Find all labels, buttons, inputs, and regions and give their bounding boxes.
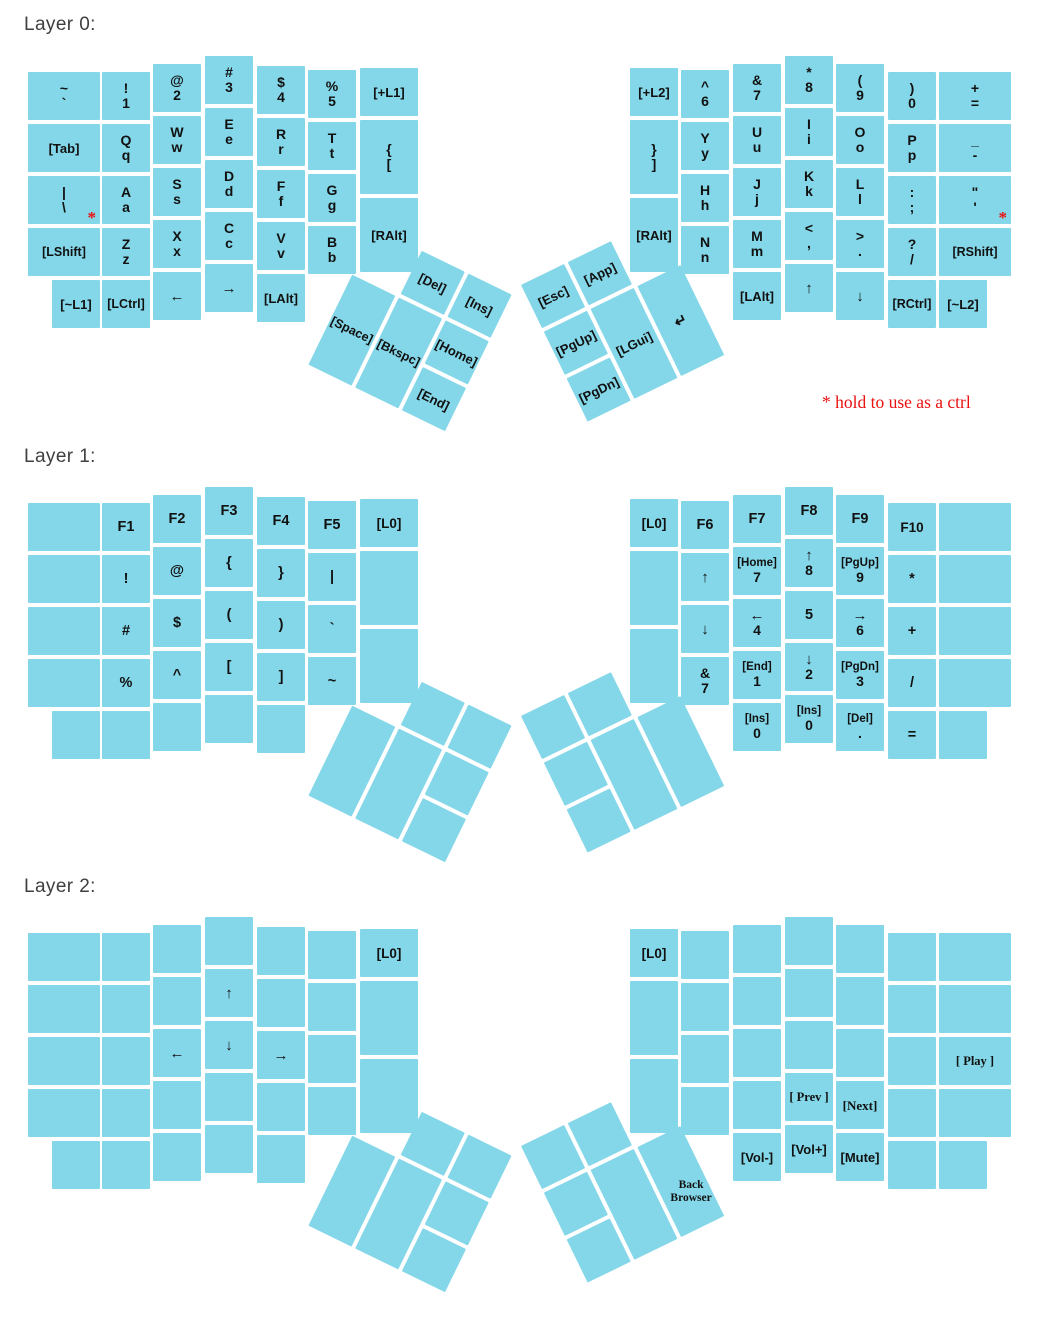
key-sym-21: !	[102, 555, 150, 603]
key-blank	[939, 933, 1011, 981]
key-2: @ 2	[153, 64, 201, 112]
key-f-f: F f	[257, 170, 305, 218]
key-f4: F4	[257, 497, 305, 545]
key-rctrl: [RCtrl]	[888, 280, 936, 328]
key-blank	[785, 969, 833, 1017]
key-sym-5d: ]	[257, 653, 305, 701]
key-sym-25: %	[102, 659, 150, 707]
key-~: ~ `	[28, 72, 100, 120]
key-e-e: E e	[205, 108, 253, 156]
key-arrow-down: ↓	[836, 272, 884, 320]
key-sym-3d: =	[888, 711, 936, 759]
key-blank	[733, 1081, 781, 1129]
key-f8: F8	[785, 487, 833, 535]
key-m-m: M m	[733, 220, 781, 268]
key-v-v: V v	[257, 222, 305, 270]
key-f10: F10	[888, 503, 936, 551]
key-+l1: [+L1]	[360, 68, 418, 116]
key-x-x: X x	[153, 220, 201, 268]
key-sym-3c: < ,	[785, 212, 833, 260]
key-~l1: [~L1]	[52, 280, 100, 328]
key-sym-22: " ' *	[939, 176, 1011, 224]
key-arrow-left: ←	[153, 1029, 201, 1077]
layer-1-title: Layer 1:	[24, 446, 96, 467]
key-esc: [Esc]	[521, 264, 585, 328]
key-blank	[733, 1029, 781, 1077]
key-blank	[888, 985, 936, 1033]
key-arrow-up: ↑	[785, 264, 833, 312]
key-k-k: K k	[785, 160, 833, 208]
key-ins-0: [Ins] 0	[733, 703, 781, 751]
key-blank	[733, 925, 781, 973]
key-u-u: U u	[733, 116, 781, 164]
key-+: +	[888, 607, 936, 655]
key-del: [Del] .	[836, 703, 884, 751]
key-7: & 7	[733, 64, 781, 112]
key-arrow-down: ↓	[681, 605, 729, 653]
key-lgui: [LGui]	[591, 288, 678, 399]
key-lctrl: [LCtrl]	[102, 280, 150, 328]
key-blank	[681, 931, 729, 979]
key-blank	[888, 1037, 936, 1085]
key-l0: [L0]	[360, 499, 418, 547]
key-blank	[630, 981, 678, 1055]
key-3: # 3	[205, 56, 253, 104]
key-sym-5f: _ -	[939, 124, 1011, 172]
key-blank	[785, 1021, 833, 1069]
key-b-b: B b	[308, 226, 356, 274]
key-ralt: [RAlt]	[630, 198, 678, 272]
key-g-g: G g	[308, 174, 356, 222]
key-l0: [L0]	[630, 499, 678, 547]
key-sym-5b: [	[205, 643, 253, 691]
key-blank	[836, 1029, 884, 1077]
key-end: [End]	[402, 367, 466, 431]
key-arrow-up: ↑	[205, 969, 253, 1017]
key-lalt: [LAlt]	[257, 274, 305, 322]
key-s-s: S s	[153, 168, 201, 216]
key-4: $ 4	[257, 66, 305, 114]
key-r-r: R r	[257, 118, 305, 166]
key-enter: ↵	[637, 265, 724, 376]
key-sym-7b: {	[205, 539, 253, 587]
key-n-n: N n	[681, 226, 729, 274]
key-sym-28: (	[205, 591, 253, 639]
key-sym-23: #	[102, 607, 150, 655]
layer-2-title: Layer 2:	[24, 876, 96, 897]
key-5: 5	[785, 591, 833, 639]
key-o-o: O o	[836, 116, 884, 164]
key-z-z: Z z	[102, 228, 150, 276]
key-blank	[836, 977, 884, 1025]
key-app: [App]	[568, 241, 632, 305]
key-f7: F7	[733, 495, 781, 543]
key-arrow-left: ←	[153, 272, 201, 320]
key-end-1: [End] 1	[733, 651, 781, 699]
key-sym-7d: } ]	[630, 120, 678, 194]
key-bkspc: [Bkspc]	[355, 298, 442, 409]
key-arrow-up-8: ↑ 8	[785, 539, 833, 587]
key-home: [Home]	[425, 320, 489, 384]
key-blank	[888, 1089, 936, 1137]
key-0: ) 0	[888, 72, 936, 120]
key-t-t: T t	[308, 122, 356, 170]
key-del: [Del]	[401, 251, 465, 315]
key-tab: [Tab]	[28, 124, 100, 172]
key-blank	[681, 983, 729, 1031]
key-space: [Space]	[308, 275, 395, 386]
key-blank	[939, 985, 1011, 1033]
key-play: [ Play ]	[939, 1037, 1011, 1085]
key-+l2: [+L2]	[630, 68, 678, 116]
key-vol+: [Vol+]	[785, 1125, 833, 1173]
key-pgup: [PgUp]	[544, 311, 608, 375]
key-i-i: I i	[785, 108, 833, 156]
layer-0-title: Layer 0:	[24, 14, 96, 35]
key-ins: [Ins]	[447, 274, 511, 338]
key-sym-3e: > .	[836, 220, 884, 268]
key-blank	[681, 1087, 729, 1135]
key-pgdn: [PgDn]	[567, 357, 631, 421]
ctrl-hold-note: * hold to use as a ctrl	[822, 392, 971, 412]
key-blank	[888, 933, 936, 981]
key-blank	[733, 977, 781, 1025]
key-blank	[939, 1141, 987, 1189]
key-~l2: [~L2]	[939, 280, 987, 328]
key-blank	[836, 925, 884, 973]
key-arrow-right: →	[257, 1031, 305, 1079]
key-d-d: D d	[205, 160, 253, 208]
key-f3: F3	[205, 487, 253, 535]
key-l0: [L0]	[360, 929, 418, 977]
key-sym-2f: /	[888, 659, 936, 707]
key-sym-3a: : ;	[888, 176, 936, 224]
key-ralt: [RAlt]	[360, 198, 418, 272]
key-sym-3f: ? /	[888, 228, 936, 276]
key-arrow-down: ↓	[205, 1021, 253, 1069]
key-next: [Next]	[836, 1081, 884, 1129]
key-blank	[785, 917, 833, 965]
key-mute: [Mute]	[836, 1133, 884, 1181]
key-arrow-right: →	[205, 264, 253, 312]
key-lalt: [LAlt]	[733, 272, 781, 320]
key-lshift: [LShift]	[28, 228, 100, 276]
key-+: + =	[939, 72, 1011, 120]
key-j-j: J j	[733, 168, 781, 216]
key-blank	[681, 1035, 729, 1083]
key-f1: F1	[102, 503, 150, 551]
key-arrow-left-4: ← 4	[733, 599, 781, 647]
key-prev: [ Prev ]	[785, 1073, 833, 1121]
key-pgup-9: [PgUp] 9	[836, 547, 884, 595]
key-sym-2a: *	[888, 555, 936, 603]
key-~: ~	[308, 657, 356, 705]
hold-ctrl-asterisk: *	[87, 208, 96, 227]
key-p-p: P p	[888, 124, 936, 172]
key-f5: F5	[308, 501, 356, 549]
key-h-h: H h	[681, 174, 729, 222]
key-sym-60: `	[308, 605, 356, 653]
key-f2: F2	[153, 495, 201, 543]
key-1: ! 1	[102, 72, 150, 120]
key-y-y: Y y	[681, 122, 729, 170]
key-w-w: W w	[153, 116, 201, 164]
key-sym-7d: }	[257, 549, 305, 597]
key-arrow-up: ↑	[681, 553, 729, 601]
key-blank	[939, 1089, 1011, 1137]
key-sym-5e: ^	[153, 651, 201, 699]
key-f6: F6	[681, 501, 729, 549]
key-arrow-down-2: ↓ 2	[785, 643, 833, 691]
key-ins-0: [Ins] 0	[785, 695, 833, 743]
key-blank	[888, 1141, 936, 1189]
key-8: * 8	[785, 56, 833, 104]
key-9: ( 9	[836, 64, 884, 112]
key-sym-40: @	[153, 547, 201, 595]
key-sym-29: )	[257, 601, 305, 649]
key-7: & 7	[681, 657, 729, 705]
key-sym-7c: | \ *	[28, 176, 100, 224]
key-6: ^ 6	[681, 70, 729, 118]
key-home-7: [Home] 7	[733, 547, 781, 595]
key-vol: [Vol-]	[733, 1133, 781, 1181]
key-rshift: [RShift]	[939, 228, 1011, 276]
key-arrow-right-6: → 6	[836, 599, 884, 647]
key-l-l: L l	[836, 168, 884, 216]
key-l0: [L0]	[630, 929, 678, 977]
key-sym-24: $	[153, 599, 201, 647]
key-back-browser: Back Browser	[637, 1126, 724, 1237]
key-f9: F9	[836, 495, 884, 543]
key-a-a: A a	[102, 176, 150, 224]
key-pgdn-3: [PgDn] 3	[836, 651, 884, 699]
hold-ctrl-asterisk: *	[998, 208, 1007, 227]
key-sym-7c: |	[308, 553, 356, 601]
key-c-c: C c	[205, 212, 253, 260]
key-q-q: Q q	[102, 124, 150, 172]
key-5: % 5	[308, 70, 356, 118]
key-sym-7b: { [	[360, 120, 418, 194]
